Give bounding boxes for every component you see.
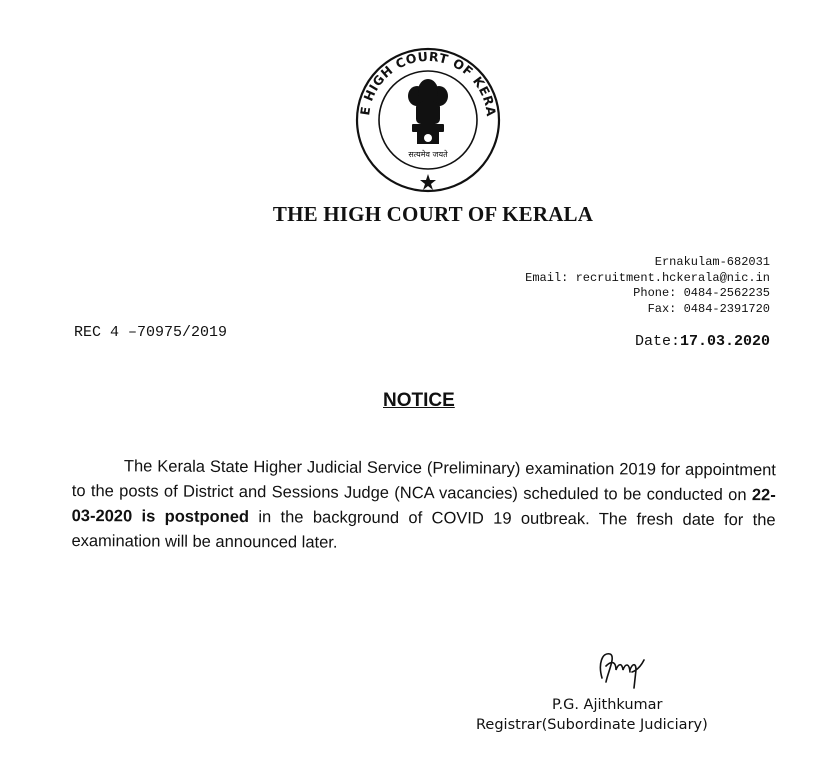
date-line bbox=[635, 333, 770, 350]
phone-line: Phone: 0484-2562235 bbox=[633, 286, 770, 300]
star-icon bbox=[420, 174, 436, 190]
reference-number: REC 4 –70975/2019 bbox=[74, 324, 228, 341]
contact-block bbox=[525, 255, 770, 317]
notice-text-part-3: in the background of COVID 19 outbreak. The fresh date for the examination will be announced later. bbox=[71, 508, 776, 552]
signatory-name: P.G. Ajithkumar bbox=[552, 697, 663, 713]
notice-body bbox=[71, 454, 776, 558]
date-value: 17.03.2020 bbox=[679, 333, 770, 350]
high-court-seal-logo bbox=[355, 44, 501, 196]
signatory-title: Registrar(Subordinate Judiciary) bbox=[476, 717, 708, 733]
email-line: Email: recruitment.hckerala@nic.in bbox=[525, 270, 770, 285]
notice-paragraph bbox=[71, 454, 776, 558]
address-line: Ernakulam-682031 bbox=[654, 255, 770, 269]
court-title: THE HIGH COURT OF KERALA bbox=[272, 202, 594, 226]
notice-text-space bbox=[132, 507, 141, 525]
notice-heading: NOTICE bbox=[383, 390, 455, 411]
handwritten-signature bbox=[592, 648, 648, 692]
postponed-bold: is postponed bbox=[141, 507, 250, 527]
seal-ring-text: E HIGH COURT OF KERA bbox=[357, 48, 500, 118]
date-label: Date: bbox=[634, 333, 680, 350]
fax-line: Fax: 0484-2391720 bbox=[647, 301, 770, 316]
notice-text-part-1: The Kerala State Higher Judicial Service (Preliminary) examination 2019 for appointment to the posts of District and Sessions Judge (NCA vacancies) scheduled to be conducted on bbox=[71, 457, 776, 505]
seal-motto: सत्यमेव जयते bbox=[408, 150, 448, 159]
emblem-icon bbox=[408, 79, 448, 144]
exam-date-bold: 22-03-2020 bbox=[71, 486, 776, 526]
